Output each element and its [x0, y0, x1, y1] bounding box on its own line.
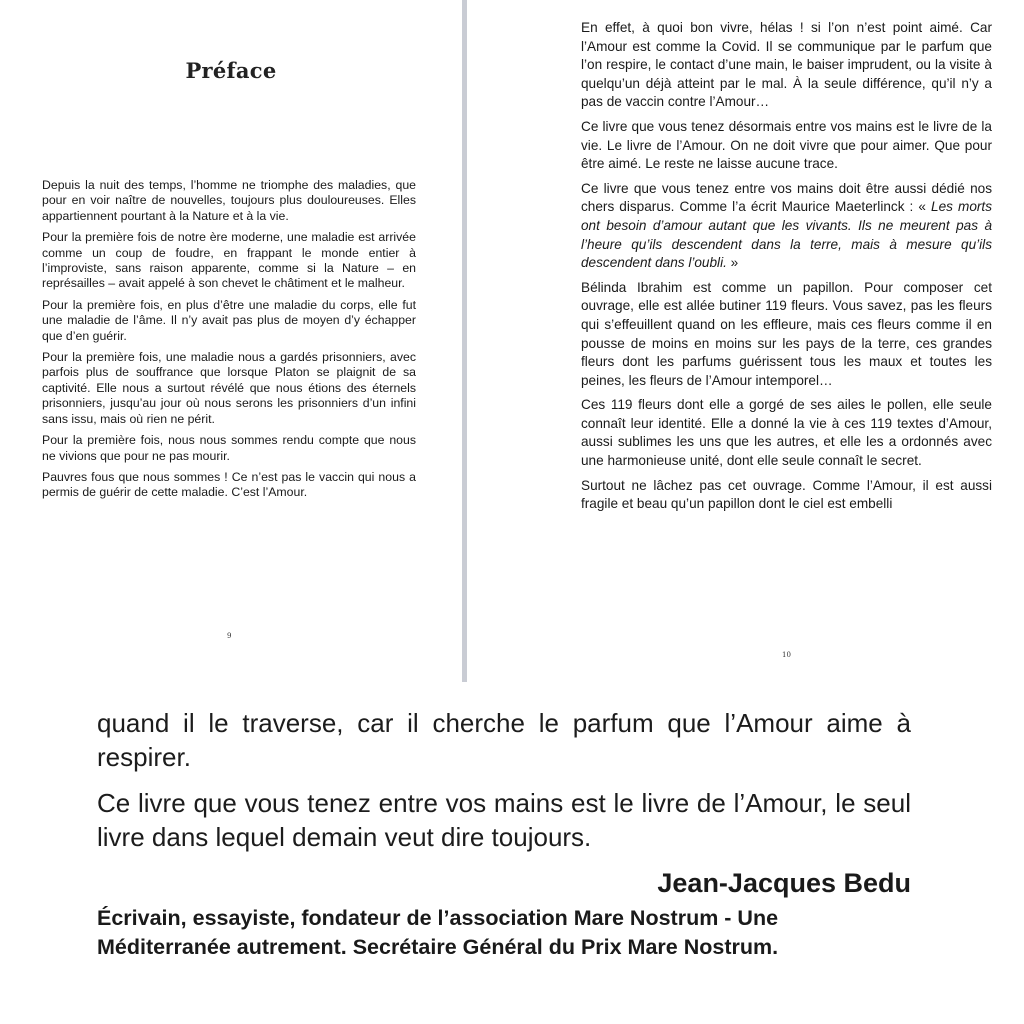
paragraph: Ces 119 fleurs dont elle a gorgé de ses ailes le pollen, elle seule connaît leur identité. Elle a donné la vie à ces 119 textes d’Amour, aussi sublimes les uns que les autres, et elle les a ordonnés avec une harmonieuse unité, dont elle seule connaît le secret.	[581, 397, 992, 469]
paragraph: Ce livre que vous tenez entre vos mains est le livre de l’Amour, le seul livre dans lequel demain veut dire toujours.	[97, 788, 911, 852]
author-role: Écrivain, essayiste, fondateur de l’association Mare Nostrum - Une Méditerranée autrement. Secrétaire Général du Prix Mare Nostrum.	[97, 906, 779, 959]
paragraph: Depuis la nuit des temps, l’homme ne triomphe des maladies, que pour en voir naître de nouvelles, toujours plus douloureuses. Elles appartiennent pourtant à la Nature et à la vie.	[42, 178, 416, 223]
continuation-excerpt	[97, 706, 911, 962]
quote-end: »	[726, 255, 739, 271]
left-page	[0, 0, 462, 682]
paragraph: Surtout ne lâchez pas cet ouvrage. Comme l’Amour, il est aussi fragile et beau qu’un papillon dont le ciel est embelli	[581, 477, 992, 512]
paragraph: Ce livre que vous tenez désormais entre vos mains est le livre de la vie. Le livre de l’Amour. On ne doit vivre que pour aimer. Que pour être aimé. Le reste ne laisse aucune trace.	[581, 118, 992, 172]
page-gutter	[462, 0, 467, 682]
quote-intro: Ce livre que vous tenez entre vos mains doit être aussi dédié nos chers disparus. Comme l’a écrit Maurice Maeterlinck : «	[581, 180, 992, 215]
author-name: Jean-Jacques Bedu	[657, 868, 911, 898]
paragraph: Bélinda Ibrahim est comme un papillon. Pour composer cet ouvrage, elle est allée butiner 119 fleurs. Vous savez, pas les fleurs qui s’effeuillent quand on les effleure, mais ces fleurs comme il en pousse de moins en moins sur les pays de la terre, ces grandes fleurs dont les parfums guérissent tous les maux et toutes les peines, les fleurs de l’Amour intemporel…	[581, 279, 992, 388]
page-title: Préface	[185, 58, 277, 83]
maeterlinck-quote: Les morts ont besoin d’amour autant que les vivants. Ils ne meurent pas à l’heure qu’ils descendent dans la terre, mais à mesure qu’ils descendent dans l’oubli.	[581, 199, 992, 271]
paragraph-with-quote	[581, 180, 992, 273]
paragraph: Pour la première fois de notre ère moderne, une maladie est arrivée comme un coup de foudre, en frappant le monde entier à l’improviste, sans raison apparente, comme si la Nature – en représailles – avait appelé à son chevet le châtiment et le malheur.	[42, 230, 416, 291]
page-number: 10	[782, 651, 791, 659]
paragraph: quand il le traverse, car il cherche le parfum que l’Amour aime à respirer.	[97, 708, 911, 772]
right-page-body	[581, 19, 992, 520]
left-page-body	[42, 178, 416, 507]
paragraph: Pour la première fois, une maladie nous a gardés prisonniers, avec parfois plus de souffrance que lorsque Platon se plaignit de sa captivité. Elle nous a surtout révélé que nous étions des éternels prisonniers, jusqu’au jour où nous serons les prisonniers d’un infini sans issu, mais où rien ne périt.	[42, 350, 416, 426]
page-number: 9	[227, 632, 232, 640]
right-page	[470, 0, 1024, 682]
paragraph: Pour la première fois, en plus d’être une maladie du corps, elle fut une maladie de l’âme. Il n’y avait pas plus de moyen d’y échapper que d’en guérir.	[42, 297, 416, 343]
paragraph: Pour la première fois, nous nous sommes rendu compte que nous ne vivions que pour ne pas mourir.	[42, 433, 416, 463]
paragraph: En effet, à quoi bon vivre, hélas ! si l’on n’est point aimé. Car l’Amour est comme la Covid. Il se communique par le parfum que l’on respire, le contact d’une main, le baiser imprudent, ou la visite à quelqu’un déjà atteint par le mal. À la seule différence, qu’il n’y a pas de vaccin contre l’Amour…	[581, 20, 992, 110]
paragraph: Pauvres fous que nous sommes ! Ce n’est pas le vaccin qui nous a permis de guérir de cette maladie. C’est l’Amour.	[42, 469, 416, 500]
